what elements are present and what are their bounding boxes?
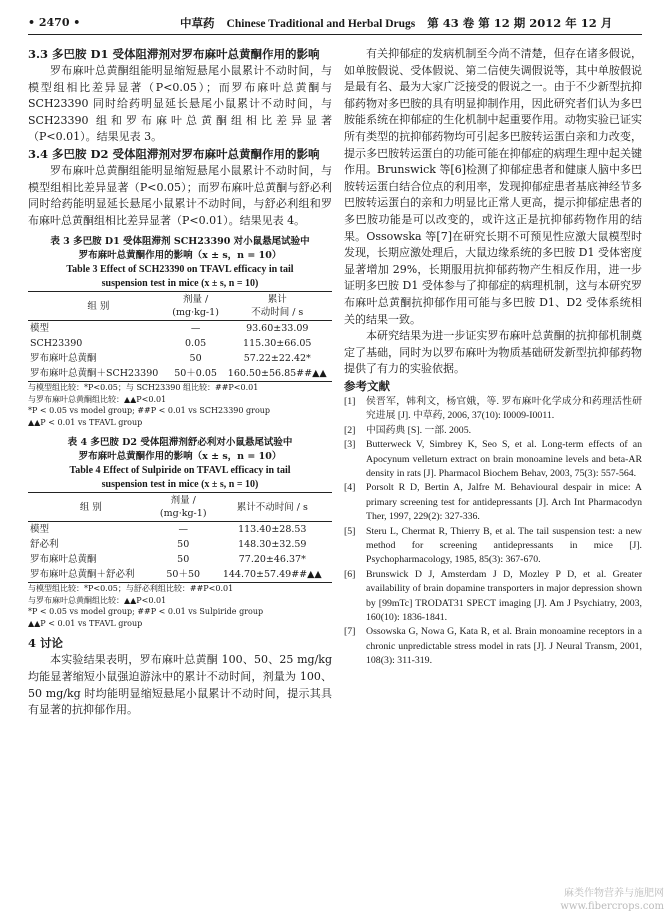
table3-note-4: ▲▲P < 0.01 vs TFAVL group <box>28 417 143 427</box>
running-header <box>28 14 642 35</box>
table-row: SCH23390 0.05 115.30±66.05 <box>30 338 312 350</box>
section-3-4-body: 罗布麻叶总黄酮组能明显缩短悬尾小鼠累计不动时间，与模型组相比差异显著（P<0.05）；而罗布麻叶总黄酮与舒必利同时给药能明显延长悬尾小鼠累计不动时间，与舒必利组和罗布麻叶总黄酮组相比差异显著（P<0.01）。结果见表 4。 <box>28 163 332 227</box>
page-number: • 2470 • <box>28 16 81 29</box>
journal-name-cn: 中草药 <box>180 16 215 30</box>
references-title: 参考文献 <box>344 378 390 393</box>
table4-caption-en-1: Table 4 Effect of Sulpiride on TFAVL efficacy in tail <box>69 465 291 477</box>
table-row: 罗布麻叶总黄酮 50 57.22±22.42* <box>30 353 311 365</box>
watermark-url: www.fibercrops.com <box>560 901 664 912</box>
watermark-cn: 麻类作物营养与施肥网 <box>564 888 664 899</box>
journal-issue: 第 43 卷 第 12 期 2012 年 12 月 <box>427 16 613 30</box>
table3-caption-en-2: suspension test in mice (x ± s, n = 10) <box>101 278 259 290</box>
table3-note-1: 与模型组比较：*P<0.05；与 SCH23390 组比较：##P<0.01 <box>28 383 259 393</box>
table4-header-dose: 剂量 / (mg·kg-1) <box>154 493 213 522</box>
table-row: 模型 — 113.40±28.53 <box>30 524 307 536</box>
journal-name-en: Chinese Traditional and Herbal Drugs <box>226 18 416 30</box>
table3-caption-en-1: Table 3 Effect of SCH23390 on TFAVL efficacy in tail <box>66 264 294 276</box>
table4-header-time: 累计不动时间 / s <box>213 493 332 522</box>
list-item: [3] Butterweck V, Simbrey K, Seo S, et al. Long-term effects of an Apocynum velleturn extract on brain monoamine levels and beta-AR density in rats [J]. Pharmacol Biochem Behav, 2003, 75(3): 557-564. <box>344 439 642 479</box>
table4-note-4: ▲▲P < 0.01 vs TFAVL group <box>28 618 143 628</box>
table4-caption-en-2: suspension test in mice (x ± s, n = 10) <box>101 479 259 491</box>
table-row: 模型 — 93.60±33.09 <box>30 323 309 335</box>
table4-caption-cn-1: 表 4 多巴胺 D2 受体阻滞剂舒必利对小鼠悬尾试验中 <box>67 437 293 449</box>
list-item: [7] Ossowska G, Nowa G, Kata R, et al. Brain monoamine receptors in a chronic unpredictable stress model in rats [J]. J Neural Transm, 2001, 108(3): 311-319. <box>344 626 642 667</box>
table-row: 罗布麻叶总黄酮＋SCH23390 50＋0.05 160.50±56.85##▲▲ <box>28 366 332 382</box>
discussion-paragraph-2: 有关抑郁症的发病机制至今尚不清楚，但存在诸多假说，如单胺假说、受体假说、第二信使失调假说等，其中单胺假说是最有名、最为大家广泛接受的假说之一。由于不少新型抗抑郁药物对多巴胺的具有明显抑制作用，因此研究者们认为多巴胺能系统在抑郁症的生化机制中起重要作用。动物实验已证实所有类型的抗抑郁药物均可引起多巴胺转运蛋白亲和力改变，提示多巴胺转运蛋白的功能可能在抑郁症的病理生理中起关键作用。Brunswick 等[6]检测了抑郁症患者和健康人脑中多巴胺转运蛋白结合位点的利用率，发现抑郁症患者基底神经节多巴胺转运蛋白的亲和力明显比正常人更高，提示抑郁症患者的多巴胺功能是可以改变的，或许这正是抗抑郁药物作用的结果。Ossowska 等[7]在研究长期不可预见性应激大鼠模型时发现，长期应激处理后，大鼠边缘系统的多巴胺 D1 受体密度显著增加 29%，长期服用抗抑郁药物产生相反作用，进一步证明多巴胺 D1 受体参与了抑郁症的病理机制，这与本研究罗布麻叶总黄酮抗抑郁作用可能与多巴胺 D1、D2 受体系统相关的结果一致。 <box>344 47 642 326</box>
section-3-3-title: 3.3 多巴胺 D1 受体阻滞剂对罗布麻叶总黄酮作用的影响 <box>28 47 320 61</box>
list-item: [4] Porsolt R D, Bertin A, Jalfre M. Behavioural despair in mice: A primary screening test for antidepressants [J]. Arch Int Pharmacodyn Ther, 1997, 229(2): 327-336. <box>344 482 642 523</box>
section-3-4-title: 3.4 多巴胺 D2 受体阻滞剂对罗布麻叶总黄酮作用的影响 <box>28 146 320 161</box>
table3-header-group: 组 别 <box>28 292 169 321</box>
list-item: [6] Brunswick D J, Amsterdam J D, Mozley P D, et al. Greater availability of brain dopamine transporters in major depression shown by [99mTc] TRODAT31 SPECT imaging [J]. Am J Psychiatry, 2003, 160(10): 1836-1841. <box>344 568 642 623</box>
discussion-paragraph-3: 本研究结果为进一步证实罗布麻叶总黄酮的抗抑郁机制奠定了基础，同时为以罗布麻叶为物质基础研发新型抗抑郁药物提供了有力的实验依据。 <box>344 329 642 376</box>
journal-title <box>180 15 612 31</box>
table4-caption-cn-2: 罗布麻叶总黄酮作用的影响（x ± s，n = 10） <box>78 451 282 463</box>
left-column <box>28 46 332 719</box>
table3-header-time: 累计 不动时间 / s <box>223 292 332 321</box>
table4-header-group: 组 别 <box>28 493 154 522</box>
table-row: 罗布麻叶总黄酮 50 77.20±46.37* <box>30 554 306 566</box>
table-4 <box>28 492 332 583</box>
reference-list <box>344 395 642 669</box>
table3-caption-cn-2: 罗布麻叶总黄酮作用的影响（x ± s，n = 10） <box>78 250 282 262</box>
table4-note-2: 与罗布麻叶总黄酮组比较：▲▲P<0.01 <box>28 595 167 605</box>
list-item: [5] Steru L, Chermat R, Thierry B, et al. The tail suspension test: a new method for screening antidepressants in mice [J]. Psychopharmacology, 1985, 85(3): 367-670. <box>344 525 642 566</box>
table4-note-1: 与模型组比较：*P<0.05；与舒必利组比较：##P<0.01 <box>28 584 234 594</box>
section-3-3-body: 罗布麻叶总黄酮组能明显缩短悬尾小鼠累计不动时间，与模型组相比差异显著（P<0.05）；而罗布麻叶总黄酮与 SCH23390 同时给药明显延长悬尾小鼠累计不动时间，与 SCH23390 组和罗布麻叶总黄酮组相比差异显著（P<0.01）。结果见表 3。 <box>28 64 332 144</box>
watermark <box>560 887 664 913</box>
table3-note-2: 与罗布麻叶总黄酮组比较：▲▲P<0.01 <box>28 394 167 404</box>
discussion-paragraph-1: 本实验结果表明，罗布麻叶总黄酮 100、50、25 mg/kg 均能显著缩短小鼠强迫游泳中的累计不动时间，剂量为 100、50 mg/kg 时均能明显缩短悬尾小鼠累计不动时间，提示其具有显著的抗抑郁作用。 <box>28 653 332 717</box>
table-row: 舒必利 50 148.30±32.59 <box>30 539 307 551</box>
list-item: [1] 侯晋军，韩利文，杨官娥，等. 罗布麻叶化学成分和药理活性研究进展 [J]. 中草药, 2006, 37(10): I0009-I0011. <box>344 395 642 422</box>
section-4-title: 4 讨论 <box>28 636 64 651</box>
table-3 <box>28 291 332 382</box>
table3-header-dose: 剂量 / (mg·kg-1) <box>169 292 223 321</box>
table-row: 罗布麻叶总黄酮＋舒必利 50＋50 144.70±57.49##▲▲ <box>28 567 332 583</box>
list-item: [2] 中国药典 [S]. 一部. 2005. <box>344 424 472 436</box>
table3-caption-cn-1: 表 3 多巴胺 D1 受体阻滞剂 SCH23390 对小鼠悬尾试验中 <box>50 236 310 248</box>
right-column <box>344 46 642 669</box>
table4-note-3: *P < 0.05 vs model group; ##P < 0.01 vs Sulpiride group <box>28 607 264 617</box>
table3-note-3: *P < 0.05 vs model group; ##P < 0.01 vs SCH23390 group <box>28 406 271 416</box>
